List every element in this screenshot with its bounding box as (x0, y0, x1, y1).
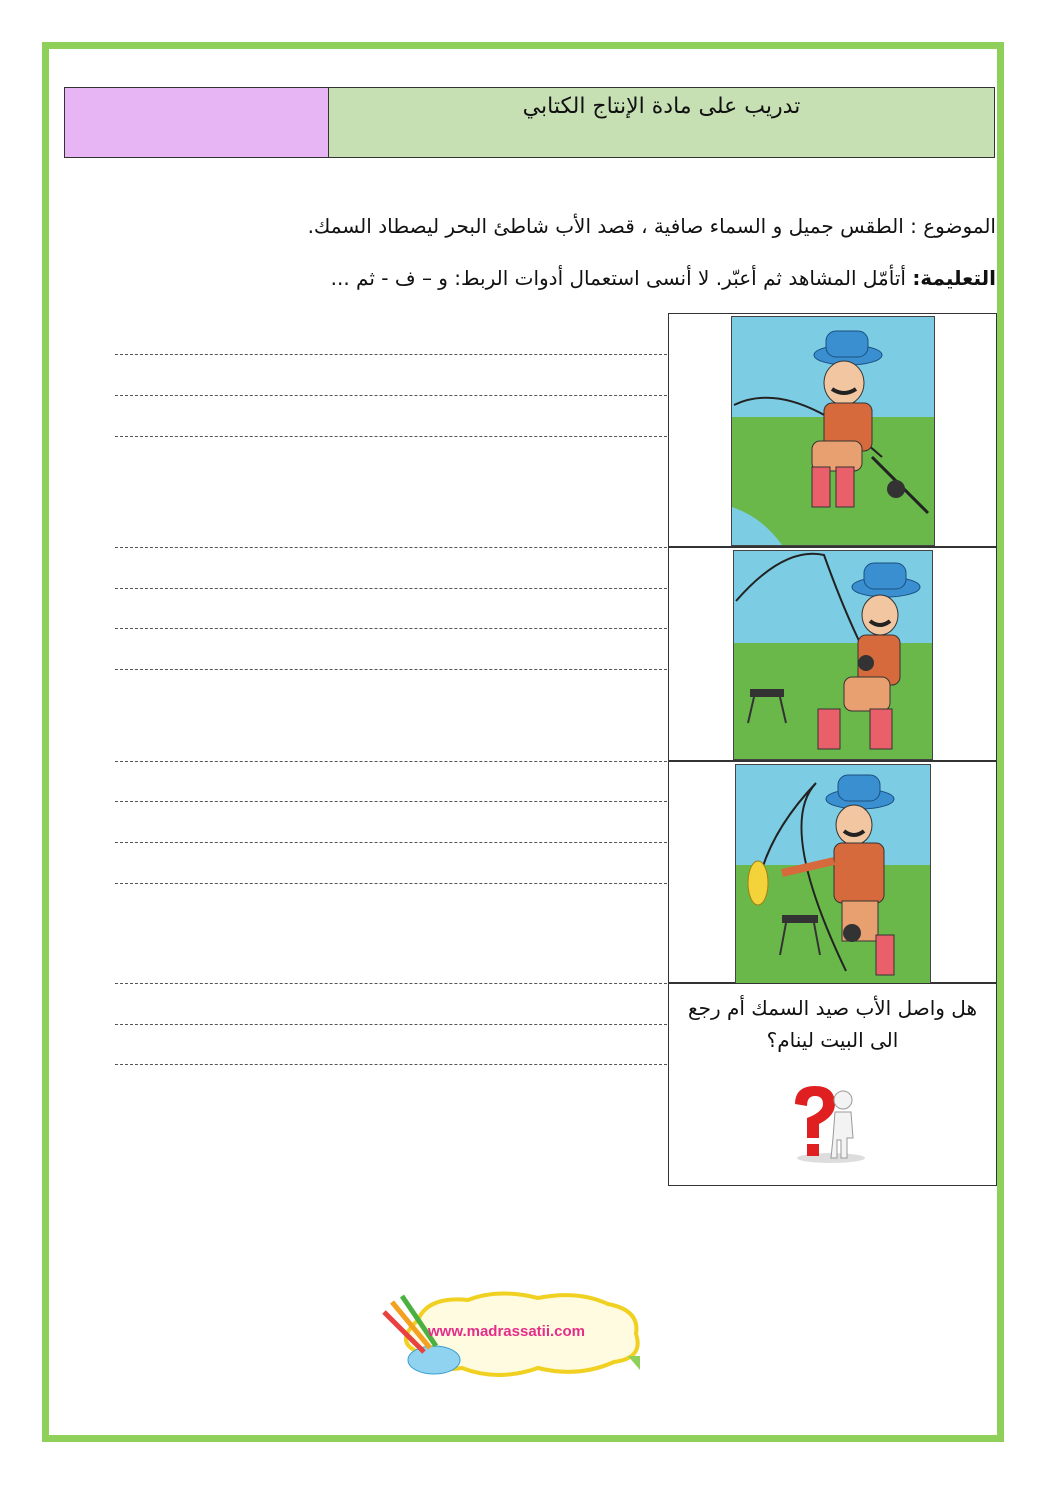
question-text: هل واصل الأب صيد السمك أم رجع الى البيت لينام؟ (687, 996, 977, 1052)
question-box (668, 983, 997, 1186)
writing-line[interactable] (115, 354, 667, 355)
header-title-cell (329, 88, 994, 157)
writing-line[interactable] (115, 436, 667, 437)
writing-line[interactable] (115, 761, 667, 762)
writing-line[interactable] (115, 588, 667, 589)
scene-box-1 (668, 313, 997, 547)
scene-box-2 (668, 547, 997, 761)
writing-line[interactable] (115, 628, 667, 629)
writing-line[interactable] (115, 395, 667, 396)
scene-box-3 (668, 761, 997, 983)
writing-line[interactable] (115, 983, 667, 984)
question-mark-figure-icon (787, 1082, 877, 1164)
writing-line[interactable] (115, 669, 667, 670)
scene-sitting-fishing (731, 316, 935, 546)
website-url: www.madrassatii.com (428, 1323, 586, 1340)
writing-line[interactable] (115, 801, 667, 802)
writing-line[interactable] (115, 547, 667, 548)
topic-text: الموضوع : الطقس جميل و السماء صافية ، قصد الأب شاطئ البحر ليصطاد السمك. (307, 214, 996, 238)
scene-reeling-rod (733, 550, 933, 760)
instruction-text: أتأمّل المشاهد ثم أعبّر. لا أنسى استعمال أدوات الربط: و – ف - ثم ... (330, 266, 913, 290)
header-title: تدريب على مادة الإنتاج الكتابي (522, 94, 801, 119)
writing-line[interactable] (115, 1024, 667, 1025)
header-table (64, 87, 995, 158)
instruction (96, 266, 996, 290)
writing-line[interactable] (115, 1064, 667, 1065)
writing-line[interactable] (115, 842, 667, 843)
header-name-cell (65, 88, 329, 157)
instruction-label: التعليمة: (912, 266, 996, 290)
scene-caught-fish (735, 764, 931, 984)
writing-line[interactable] (115, 883, 667, 884)
